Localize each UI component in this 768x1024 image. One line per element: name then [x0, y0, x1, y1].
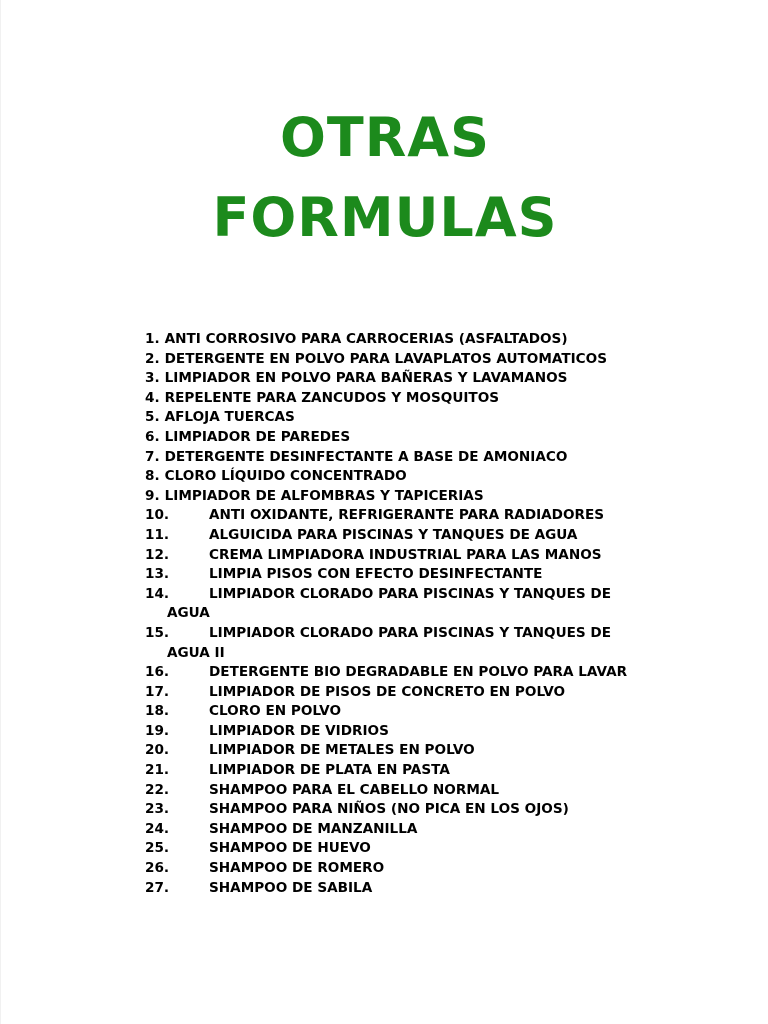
list-item-number: 24.: [145, 820, 170, 837]
list-item-text: CLORO EN POLVO: [209, 703, 342, 720]
list-item-text: LIMPIADOR DE PAREDES: [164, 428, 351, 445]
list-item-continuation: AGUA II: [167, 644, 225, 661]
list-item-text: LIMPIADOR DE PISOS DE CONCRETO EN POLVO: [209, 683, 566, 700]
list-item-text: LIMPIADOR DE METALES EN POLVO: [209, 742, 475, 759]
list-item-number: 1.: [145, 331, 160, 347]
list-item-number: 19.: [145, 722, 170, 739]
list-item-number: 21.: [145, 762, 170, 779]
list-item: [145, 624, 651, 663]
list-item: [145, 761, 651, 781]
list-item-text: REPELENTE PARA ZANCUDOS Y MOSQUITOS: [164, 389, 500, 406]
list-item-number: 2.: [145, 350, 160, 367]
list-item: [145, 526, 651, 546]
list-item: [145, 781, 651, 801]
list-item: [145, 330, 651, 350]
list-item-number: 15.: [145, 624, 170, 641]
list-item-text: AFLOJA TUERCAS: [164, 409, 295, 426]
list-item-text: DETERGENTE BIO DEGRADABLE EN POLVO PARA LAVAR: [209, 664, 628, 681]
list-item-number: 17.: [145, 683, 170, 700]
list-item-text: SHAMPOO DE SABILA: [209, 879, 373, 896]
list-item-number: 8.: [145, 468, 160, 485]
list-item-number: 9.: [145, 487, 160, 504]
list-item: [145, 702, 651, 722]
list-item-number: 10.: [145, 507, 170, 524]
list-item-text: SHAMPOO PARA NIÑOS (NO PICA EN LOS OJOS): [209, 801, 569, 818]
list-item-number: 23.: [145, 801, 170, 818]
list-item-number: 27.: [145, 879, 170, 896]
list-item-text: DETERGENTE EN POLVO PARA LAVAPLATOS AUTOMATICOS: [164, 350, 607, 367]
list-item: [145, 487, 651, 507]
list-item: [145, 800, 651, 820]
list-item-text: LIMPIADOR DE ALFOMBRAS Y TAPICERIAS: [164, 487, 484, 504]
list-item-text: CREMA LIMPIADORA INDUSTRIAL PARA LAS MANOS: [209, 546, 602, 563]
list-item-number: 25.: [145, 840, 170, 857]
list-item: [145, 448, 651, 468]
list-item-number: 26.: [145, 860, 170, 877]
list-item-text: LIMPIADOR DE PLATA EN PASTA: [209, 762, 450, 779]
list-item-text: SHAMPOO DE ROMERO: [209, 860, 385, 877]
list-item: [145, 546, 651, 566]
title-line-1: OTRAS: [279, 106, 490, 169]
list-item: [145, 428, 651, 448]
formula-list: [145, 330, 651, 898]
list-item-number: 6.: [145, 428, 160, 445]
list-item: [145, 683, 651, 703]
list-item-text: SHAMPOO PARA EL CABELLO NORMAL: [209, 781, 500, 798]
list-item: [145, 350, 651, 370]
list-item-text: SHAMPOO DE MANZANILLA: [209, 820, 418, 837]
list-item-number: 22.: [145, 781, 170, 798]
list-item-number: 16.: [145, 664, 170, 681]
list-item-number: 5.: [145, 409, 160, 426]
list-item-continuation: AGUA: [167, 605, 210, 622]
list-item-number: 12.: [145, 546, 170, 563]
list-item: [145, 859, 651, 879]
list-item: [145, 467, 651, 487]
list-item-number: 13.: [145, 566, 170, 583]
list-item-text: ALGUICIDA PARA PISCINAS Y TANQUES DE AGUA: [209, 526, 578, 543]
list-item-number: 18.: [145, 703, 170, 720]
list-item-text: LIMPIADOR CLORADO PARA PISCINAS Y TANQUES DE: [209, 585, 611, 602]
list-item-number: 20.: [145, 742, 170, 759]
list-item: [145, 389, 651, 409]
list-item-text: LIMPIADOR DE VIDRIOS: [209, 722, 389, 739]
list-item-text: LIMPIA PISOS CON EFECTO DESINFECTANTE: [209, 566, 543, 583]
list-item: [145, 663, 651, 683]
list-item-text: ANTI CORROSIVO PARA CARROCERIAS (ASFALTADOS): [164, 331, 568, 347]
list-item-number: 14.: [145, 585, 170, 602]
list-item-number: 4.: [145, 389, 160, 406]
list-item: [145, 565, 651, 585]
list-item: [145, 879, 651, 899]
list-item-text: LIMPIADOR CLORADO PARA PISCINAS Y TANQUES DE: [209, 624, 611, 641]
list-item: [145, 585, 651, 624]
list-item-number: 3.: [145, 370, 160, 387]
list-item-text: LIMPIADOR EN POLVO PARA BAÑERAS Y LAVAMANOS: [164, 370, 568, 387]
list-item: [145, 820, 651, 840]
list-item: [145, 839, 651, 859]
list-item: [145, 741, 651, 761]
list-item-text: SHAMPOO DE HUEVO: [209, 840, 371, 857]
list-item: [145, 369, 651, 389]
list-item-text: ANTI OXIDANTE, REFRIGERANTE PARA RADIADORES: [209, 507, 605, 524]
list-item-number: 7.: [145, 448, 160, 465]
list-item-text: CLORO LÍQUIDO CONCENTRADO: [164, 468, 407, 485]
list-item-text: DETERGENTE DESINFECTANTE A BASE DE AMONIACO: [164, 448, 568, 465]
list-item-number: 11.: [145, 526, 170, 543]
list-item: [145, 506, 651, 526]
list-item: [145, 408, 651, 428]
title-line-2: FORMULAS: [212, 186, 558, 249]
list-item: [145, 722, 651, 742]
